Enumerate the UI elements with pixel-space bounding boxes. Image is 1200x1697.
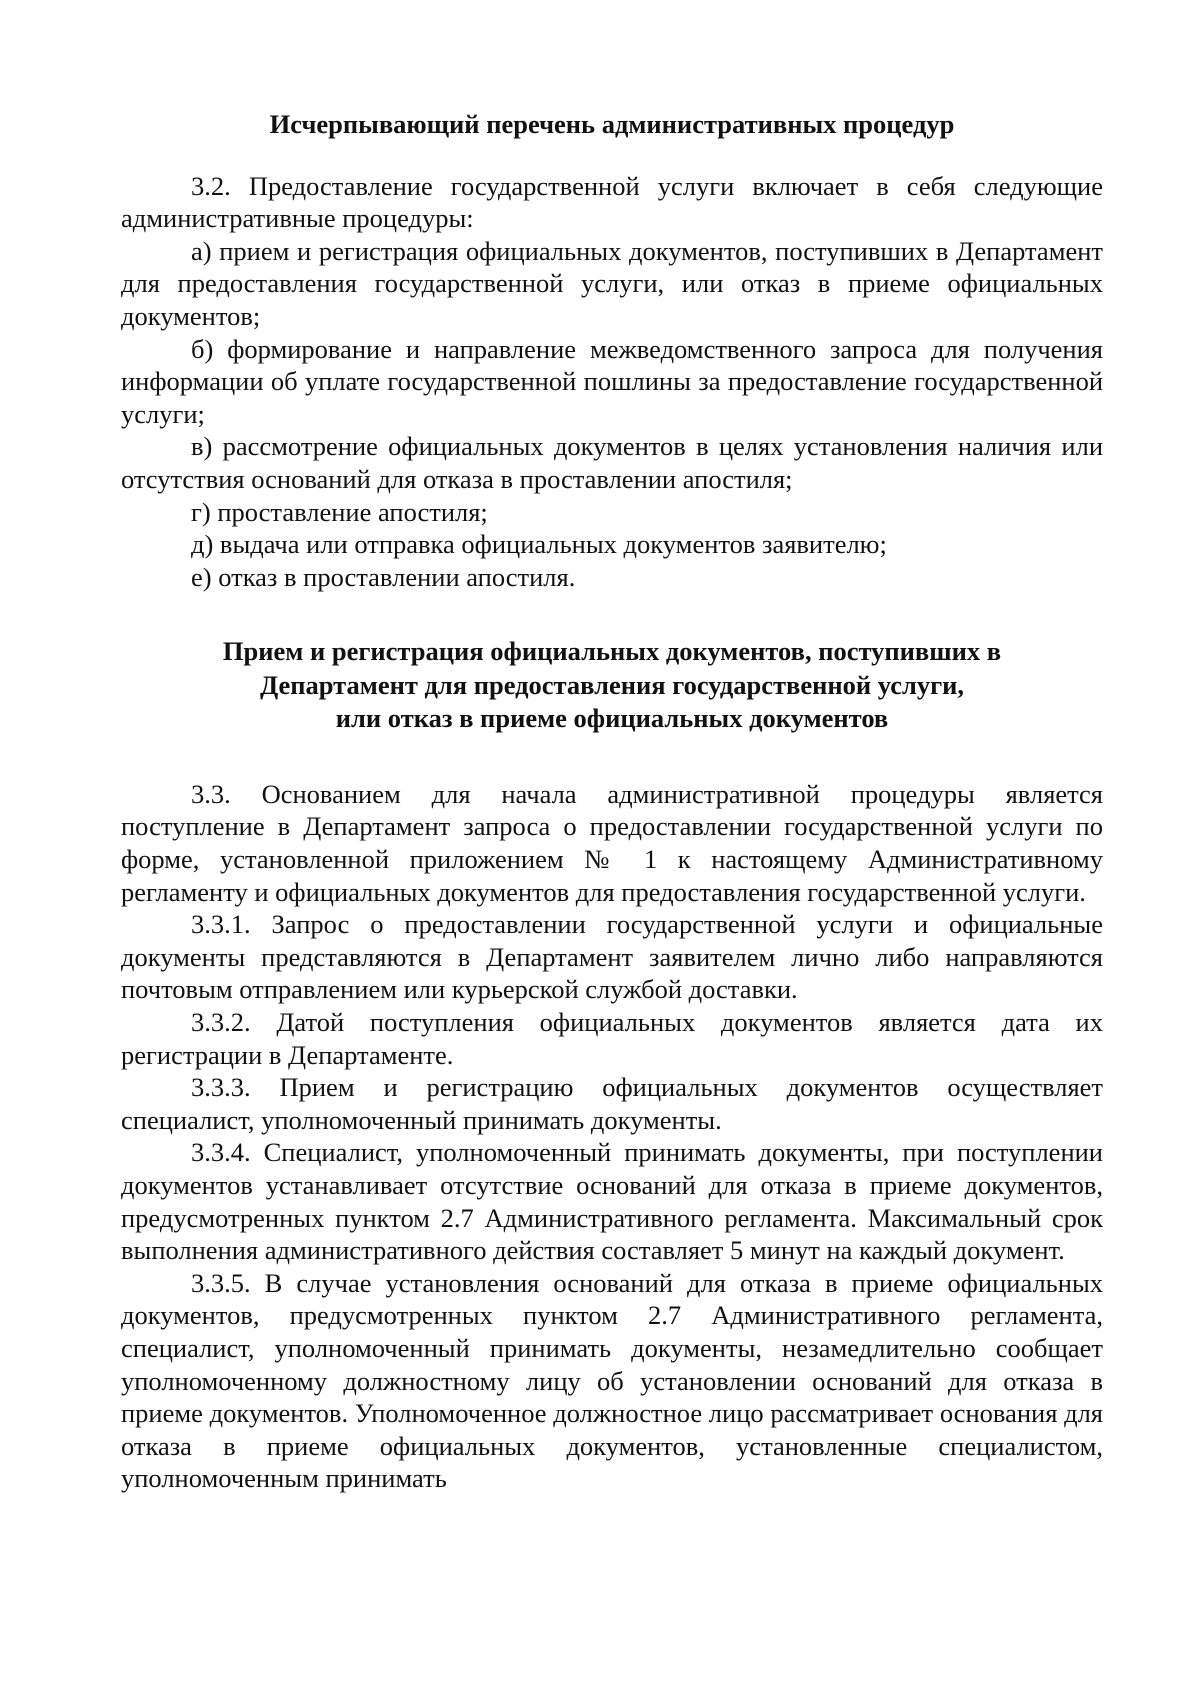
subsection-title-line-1: Прием и регистрация официальных документов, поступивших в xyxy=(222,636,1002,667)
section-title: Исчерпывающий перечень административных процедур xyxy=(269,109,955,139)
paragraph-3-2: 3.2. Предоставление государственной услуги включает в себя следующие административные процедуры: xyxy=(121,170,1103,234)
list-item-v: в) рассмотрение официальных документов в целях установления наличия или отсутствия оснований для отказа в проставлении апостиля; xyxy=(121,431,1103,494)
list-item-e: е) отказ в проставлении апостиля. xyxy=(191,561,576,592)
list-item-a: а) прием и регистрация официальных документов, поступивших в Департамент для предоставления государственной услуги, или отказ в приеме официальных документов; xyxy=(121,235,1103,331)
subsection-title-line-3: или отказ в приеме официальных документов xyxy=(335,703,889,734)
paragraph-3-3-4: 3.3.4. Специалист, уполномоченный принимать документы, при поступлении документов устанавливает отсутствие оснований для отказа в приеме документов, предусмотренных пунктом 2.7 Административного регламента. Максимальный срок выполнения административного действия составляет 5 минут на каждый документ. xyxy=(121,1137,1103,1266)
subsection-title-line-2: Департамент для предоставления государственной услуги, xyxy=(259,669,965,700)
list-item-d: д) выдача или отправка официальных документов заявителю; xyxy=(191,529,887,560)
paragraph-3-3: 3.3. Основанием для начала административной процедуры является поступление в Департамент запроса о предоставлении государственной услуги по форме, установленной приложением № 1 к настоящему Административному регламенту и официальных документов для предоставления государственной услуги. xyxy=(121,778,1103,907)
paragraph-3-3-1: 3.3.1. Запрос о предоставлении государственной услуги и официальные документы представляются в Департамент заявителем лично либо направляются почтовым отправлением или курьерской службой доставки. xyxy=(121,909,1103,1005)
list-item-b: б) формирование и направление межведомственного запроса для получения информации об уплате государственной пошлины за предоставление государственной услуги; xyxy=(121,333,1103,429)
document-page xyxy=(121,108,1103,1495)
paragraph-3-3-2: 3.3.2. Датой поступления официальных документов является дата их регистрации в Департаменте. xyxy=(121,1006,1103,1070)
paragraph-3-3-3: 3.3.3. Прием и регистрацию официальных документов осуществляет специалист, уполномоченный принимать документы. xyxy=(121,1072,1103,1135)
paragraph-3-3-5: 3.3.5. В случае установления оснований для отказа в приеме официальных документов, предусмотренных пунктом 2.7 Административного регламента, специалист, уполномоченный принимать документы, незамедлительно сообщает уполномоченному должностному лицу об установлении оснований для отказа в приеме документов. Уполномоченное должностное лицо рассматривает основания для отказа в приеме официальных документов, установленные специалистом, уполномоченным принимать xyxy=(121,1267,1103,1494)
list-item-g: г) проставление апостиля; xyxy=(191,496,488,527)
subsection-title xyxy=(121,635,1103,736)
